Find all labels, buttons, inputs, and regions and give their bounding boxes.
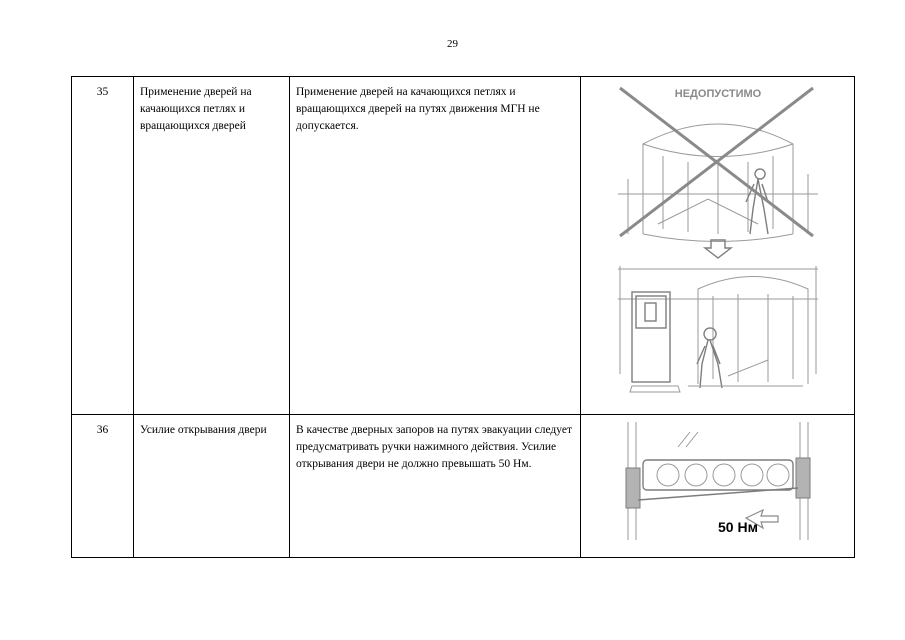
revolving-door-illustration	[618, 84, 818, 396]
page-number: 29	[447, 38, 458, 50]
push-bar-illustration	[618, 422, 818, 540]
force-label: 50 Нм	[717, 519, 758, 535]
row-number: 35	[72, 77, 134, 415]
row-description: Применение дверей на качающихся петлях и вращающихся дверей на путях движения МГН не допускается.	[290, 77, 581, 415]
prohibited-label: НЕДОПУСТИМО	[674, 88, 761, 100]
row-title: Применение дверей на качающихся петлях и вращающихся дверей	[134, 77, 290, 415]
prohibited-door-sketch	[618, 124, 818, 242]
allowed-door-sketch	[618, 266, 818, 392]
arrow-down-icon	[705, 240, 731, 258]
requirements-table	[71, 76, 855, 558]
push-bar-figure	[581, 415, 855, 558]
revolving-door-figure	[581, 77, 855, 415]
row-description: В качестве дверных запоров на путях эвакуации следует предусматривать ручки нажимного действия. Усилие открывания двери не должно превышать 50 Нм.	[290, 415, 581, 558]
row-number: 36	[72, 415, 134, 558]
row-title: Усилие открывания двери	[134, 415, 290, 558]
table-row	[72, 77, 855, 415]
table-row	[72, 415, 855, 558]
